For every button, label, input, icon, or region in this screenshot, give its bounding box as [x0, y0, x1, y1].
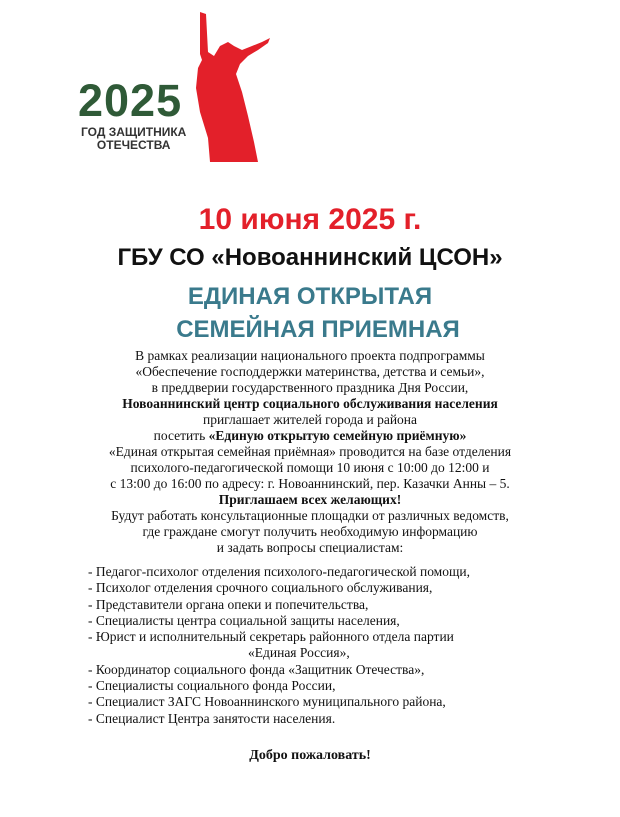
list-item: - Специалисты центра социальной защиты населения,	[88, 612, 400, 628]
announcement-body	[0, 348, 620, 556]
title-line2: СЕМЕЙНАЯ ПРИЕМНАЯ	[176, 316, 460, 343]
logo-caption-line2: ОТЕЧЕСТВА	[96, 138, 171, 152]
center-name: Новоаннинский центр социального обслуживания населения	[122, 396, 498, 411]
list-item: - Специалист ЗАГС Новоаннинского муниципального района,	[88, 694, 446, 710]
list-item: - Специалист Центра занятости населения.	[88, 710, 336, 726]
event-date: 10 июня 2025 г.	[198, 203, 422, 236]
organization-name: ГБУ СО «Новоаннинский ЦСОН»	[117, 244, 503, 271]
visit-prefix: посетить	[153, 428, 209, 443]
body-line: «Обеспечение господдержки материнства, детства и семьи»,	[135, 364, 485, 379]
year-logo	[78, 12, 268, 162]
body-line: и задать вопросы специалистам:	[216, 540, 404, 555]
logo-year: 2025	[78, 75, 183, 126]
specialists-list	[88, 564, 470, 727]
body-line: «Единая открытая семейная приёмная» проводится на базе отделения	[108, 444, 512, 459]
body-line: с 13:00 до 16:00 по адресу: г. Новоаннинский, пер. Казачки Анны – 5.	[110, 476, 510, 491]
welcome-text: Добро пожаловать!	[249, 748, 371, 763]
body-line	[0, 428, 620, 444]
reception-name: «Единую открытую семейную приёмную»	[208, 428, 467, 443]
list-item: «Единая Россия»,	[248, 645, 350, 661]
list-item: - Координатор социального фонда «Защитник Отечества»,	[88, 661, 425, 677]
list-item: - Представители органа опеки и попечительства,	[88, 596, 369, 612]
body-line: психолого-педагогической помощи 10 июня с 10:00 до 12:00 и	[130, 460, 490, 475]
logo-caption-line1: ГОД ЗАЩИТНИКА	[81, 125, 187, 139]
body-line: где граждане смогут получить необходимую информацию	[142, 524, 478, 539]
body-line: в преддверии государственного праздника Дня России,	[151, 380, 469, 395]
logo-caption	[81, 126, 186, 152]
list-item: - Педагог-психолог отделения психолого-педагогической помощи,	[88, 564, 470, 579]
list-item: - Юрист и исполнительный секретарь районного отдела партии	[88, 629, 454, 645]
body-line: Будут работать консультационные площадки от различных ведомств,	[111, 508, 509, 523]
list-item: - Психолог отделения срочного социального обслуживания,	[88, 580, 433, 596]
body-line: приглашает жителей города и района	[202, 412, 418, 427]
body-line: В рамках реализации национального проекта подпрограммы	[135, 348, 485, 363]
invitation: Приглашаем всех желающих!	[218, 492, 402, 507]
list-item: - Специалисты социального фонда России,	[88, 678, 336, 694]
title-line1: ЕДИНАЯ ОТКРЫТАЯ	[187, 283, 433, 310]
